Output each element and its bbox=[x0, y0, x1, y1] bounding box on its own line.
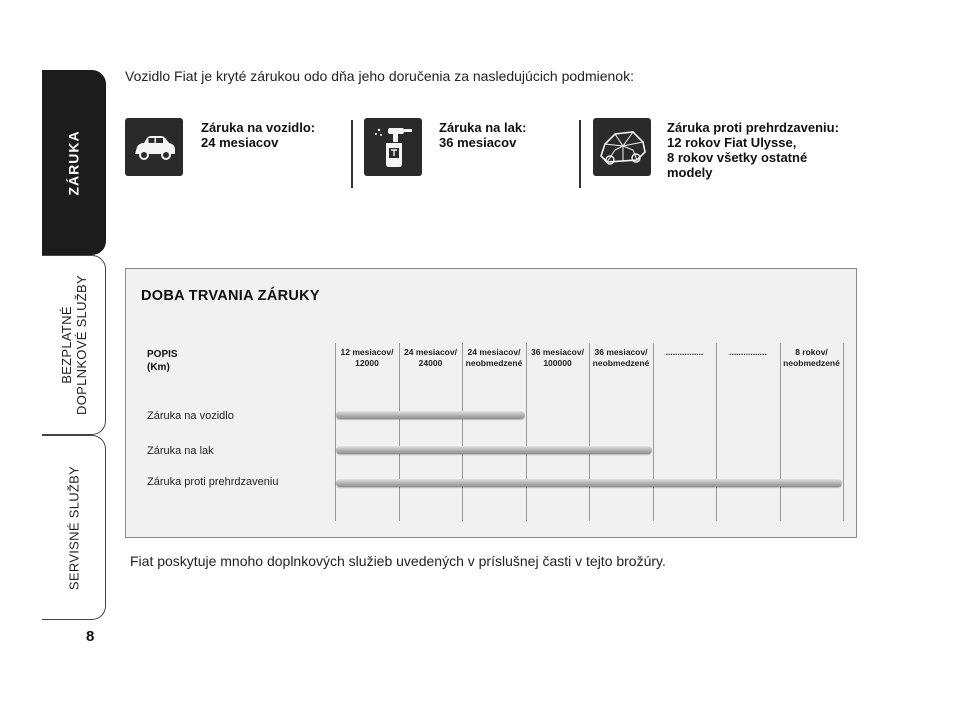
table-column-header bbox=[653, 347, 717, 358]
table-column-divider bbox=[589, 343, 590, 521]
column-header-line-2: neobmedzené bbox=[783, 358, 840, 368]
table-column-divider bbox=[335, 343, 336, 521]
tab-bezplatne-sluzby[interactable] bbox=[42, 255, 106, 435]
card-1-line-2: 24 mesiacov bbox=[201, 135, 279, 150]
table-column-divider bbox=[653, 343, 654, 521]
table-column-header bbox=[526, 347, 590, 369]
column-header-line-1: 12 mesiacov/ bbox=[340, 347, 394, 357]
popis-unit: (Km) bbox=[147, 362, 170, 373]
warranty-card-paint-title bbox=[439, 120, 526, 150]
table-column-header bbox=[716, 347, 780, 358]
tab-servisne-sluzby[interactable] bbox=[42, 435, 106, 620]
table-column-header bbox=[335, 347, 399, 369]
paint-spray-gun-icon bbox=[364, 118, 422, 176]
coverage-bar bbox=[336, 479, 842, 487]
card-divider bbox=[579, 120, 581, 188]
table-column-divider bbox=[526, 343, 527, 521]
table-column-divider bbox=[399, 343, 400, 521]
column-header-line-1: ................ bbox=[729, 347, 767, 357]
card-2-line-1: Záruka na lak: bbox=[439, 120, 527, 135]
warranty-card-corrosion-title bbox=[667, 120, 839, 180]
tab-bezplatne-line1: BEZPLATNÉ bbox=[58, 306, 74, 384]
popis-label: POPIS bbox=[147, 349, 178, 360]
tab-servisne-sluzby-label: SERVISNÉ SLUŽBY bbox=[66, 465, 81, 590]
table-column-header bbox=[780, 347, 844, 369]
card-1-line-1: Záruka na vozidlo: bbox=[201, 120, 316, 135]
tab-zaruka-label: ZÁRUKA bbox=[65, 129, 82, 196]
intro-text: Vozidlo Fiat je kryté zárukou odo dňa jeho doručenia za nasledujúcich podmienok: bbox=[125, 68, 634, 84]
card-3-line-3: 8 rokov všetky ostatné bbox=[667, 150, 808, 165]
column-header-line-1: 24 mesiacov/ bbox=[404, 347, 457, 357]
column-header-line-1: 36 mesiacov/ bbox=[531, 347, 584, 357]
card-3-line-2: 12 rokov Fiat Ulysse, bbox=[667, 135, 797, 150]
row-label-paint: Záruka na lak bbox=[147, 445, 214, 457]
table-column-divider bbox=[462, 343, 463, 521]
column-header-line-2: neobmedzené bbox=[592, 358, 650, 368]
table-column-header bbox=[399, 347, 463, 369]
card-3-line-4: modely bbox=[667, 165, 713, 180]
column-header-line-1: 8 rokov/ bbox=[795, 347, 828, 357]
column-header-line-2: 12000 bbox=[355, 358, 379, 368]
column-header-line-2: 24000 bbox=[418, 358, 443, 368]
tab-zaruka[interactable] bbox=[42, 70, 106, 255]
table-column-header bbox=[589, 347, 653, 369]
card-divider bbox=[351, 120, 353, 188]
table-column-header bbox=[462, 347, 526, 369]
coverage-bar bbox=[336, 411, 525, 419]
card-2-line-2: 36 mesiacov bbox=[439, 135, 517, 150]
table-column-divider bbox=[780, 343, 781, 521]
tab-bezplatne-sluzby-label bbox=[59, 275, 89, 415]
popis-header bbox=[147, 348, 178, 374]
row-label-vehicle: Záruka na vozidlo bbox=[147, 410, 234, 422]
warranty-duration-table bbox=[125, 268, 857, 538]
page-number: 8 bbox=[86, 628, 95, 645]
warranty-card-vehicle-title bbox=[201, 120, 315, 150]
car-body-frame-icon bbox=[593, 118, 651, 176]
column-header-line-2: neobmedzené bbox=[465, 358, 523, 368]
coverage-bar bbox=[336, 446, 652, 454]
table-column-divider bbox=[716, 343, 717, 521]
card-3-line-1: Záruka proti prehrdzaveniu: bbox=[667, 120, 839, 135]
column-header-line-1: 36 mesiacov/ bbox=[594, 347, 648, 357]
table-column-divider bbox=[843, 343, 844, 521]
row-label-corrosion: Záruka proti prehrdzaveniu bbox=[147, 476, 279, 488]
car-icon bbox=[125, 118, 183, 176]
column-header-line-1: ................ bbox=[665, 347, 704, 357]
table-title: DOBA TRVANIA ZÁRUKY bbox=[141, 288, 320, 304]
footer-note: Fiat poskytuje mnoho doplnkových služieb uvedených v príslušnej časti v tejto brožúry. bbox=[130, 553, 666, 569]
column-header-line-2: 100000 bbox=[543, 358, 572, 368]
column-header-line-1: 24 mesiacov/ bbox=[467, 347, 521, 357]
tab-bezplatne-line2: DOPLNKOVÉ SLUŽBY bbox=[73, 275, 89, 415]
